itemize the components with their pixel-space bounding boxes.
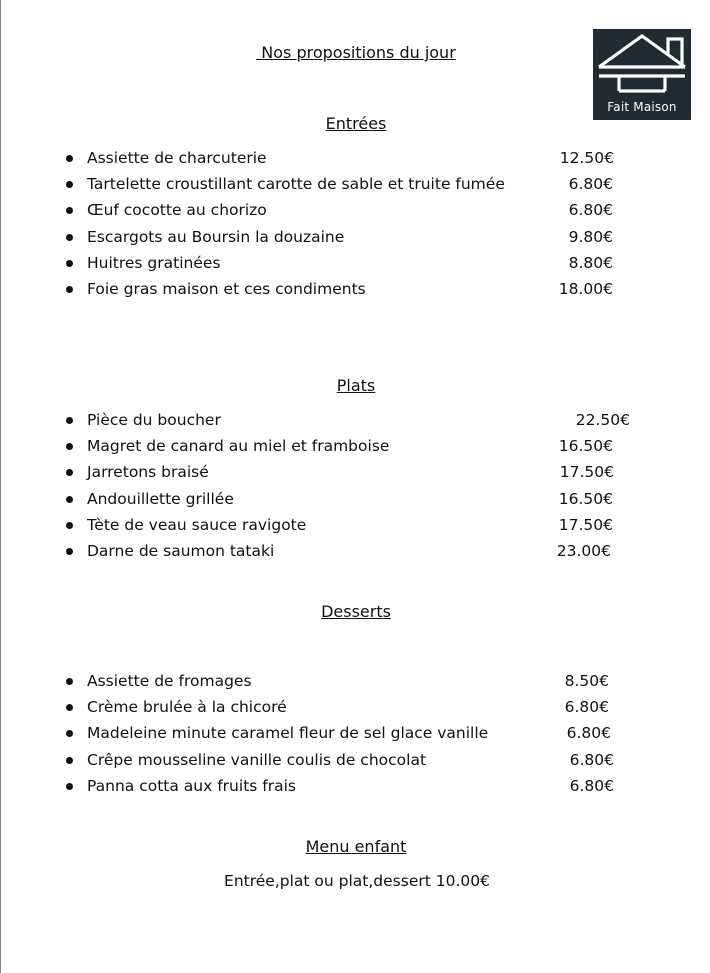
- item-name: Andouillette grillée: [87, 489, 234, 508]
- list-item: [0, 487, 710, 513]
- bullet-icon: [66, 522, 73, 529]
- list-item: [0, 225, 710, 251]
- logo-text: Fait Maison: [607, 100, 677, 114]
- bullet-icon: [66, 234, 73, 241]
- desserts-list: [0, 669, 710, 800]
- section-title-entrees: Entrées: [325, 114, 387, 133]
- section-title-menu-enfant: Menu enfant: [305, 837, 407, 856]
- item-name: Foie gras maison et ces condiments: [87, 279, 366, 298]
- item-price: 6.80€: [568, 175, 613, 194]
- item-name: Pièce du boucher: [87, 411, 221, 429]
- bullet-icon: [66, 678, 73, 685]
- list-item: [0, 513, 710, 539]
- item-price: 17.50€: [558, 515, 613, 534]
- item-price: 9.80€: [568, 227, 613, 246]
- bullet-icon: [66, 443, 73, 450]
- item-price: 8.80€: [568, 253, 613, 272]
- item-price: 6.80€: [564, 698, 609, 717]
- section-title-plats: Plats: [336, 376, 376, 395]
- item-price: 6.80€: [569, 776, 614, 795]
- section-title-desserts: Desserts: [321, 602, 391, 621]
- item-price: 8.50€: [564, 672, 609, 690]
- list-item: [0, 669, 710, 695]
- item-name: Assiette de fromages: [87, 672, 252, 690]
- menu-enfant-text: Entrée,plat ou plat,dessert 10.00€: [224, 872, 490, 890]
- item-price: 12.50€: [559, 149, 614, 167]
- item-name: Crème brulée à la chicoré: [87, 698, 287, 717]
- bullet-icon: [66, 181, 73, 188]
- list-item: [0, 277, 710, 303]
- page-title: Nos propositions du jour: [256, 43, 456, 62]
- item-name: Magret de canard au miel et framboise: [87, 437, 390, 456]
- item-name: Crêpe mousseline vanille coulis de chocolat: [87, 750, 427, 769]
- bullet-icon: [66, 757, 73, 764]
- bullet-icon: [66, 260, 73, 267]
- list-item: [0, 251, 710, 277]
- item-name: Panna cotta aux fruits frais: [87, 776, 296, 795]
- fait-maison-logo: [593, 29, 691, 120]
- bullet-icon: [66, 548, 73, 555]
- item-name: Jarretons braisé: [87, 463, 209, 482]
- list-item: [0, 408, 710, 434]
- bullet-icon: [66, 730, 73, 737]
- list-item: [0, 539, 710, 565]
- item-name: Œuf cocotte au chorizo: [87, 201, 267, 220]
- bullet-icon: [66, 417, 73, 424]
- bullet-icon: [66, 783, 73, 790]
- item-price: 16.50€: [558, 489, 613, 508]
- list-item: [0, 198, 710, 224]
- item-price: 22.50€: [575, 411, 630, 429]
- bullet-icon: [66, 469, 73, 476]
- item-price: 23.00€: [556, 541, 611, 560]
- bullet-icon: [66, 207, 73, 214]
- bullet-icon: [66, 704, 73, 711]
- item-name: Escargots au Boursin la douzaine: [87, 227, 345, 246]
- item-name: Tète de veau sauce ravigote: [87, 515, 307, 534]
- entrees-list: [0, 146, 710, 303]
- list-item: [0, 434, 710, 460]
- item-price: 6.80€: [568, 201, 613, 220]
- bullet-icon: [66, 286, 73, 293]
- list-item: [0, 695, 710, 721]
- item-price: 16.50€: [558, 437, 613, 456]
- item-price: 6.80€: [569, 750, 614, 769]
- item-name: Darne de saumon tataki: [87, 541, 275, 560]
- bullet-icon: [66, 496, 73, 503]
- list-item: [0, 172, 710, 198]
- item-price: 6.80€: [566, 724, 611, 743]
- item-name: Huitres gratinées: [87, 253, 221, 272]
- list-item: [0, 721, 710, 747]
- plats-list: [0, 408, 710, 565]
- item-name: Madeleine minute caramel fleur de sel glace vanille: [87, 724, 489, 743]
- item-price: 18.00€: [558, 279, 613, 298]
- item-price: 17.50€: [559, 463, 614, 482]
- list-item: [0, 774, 710, 800]
- bullet-icon: [66, 155, 73, 162]
- list-item: [0, 460, 710, 486]
- list-item: [0, 748, 710, 774]
- item-name: Tartelette croustillant carotte de sable et truite fumée: [87, 175, 505, 194]
- list-item: [0, 146, 710, 172]
- item-name: Assiette de charcuterie: [87, 149, 267, 167]
